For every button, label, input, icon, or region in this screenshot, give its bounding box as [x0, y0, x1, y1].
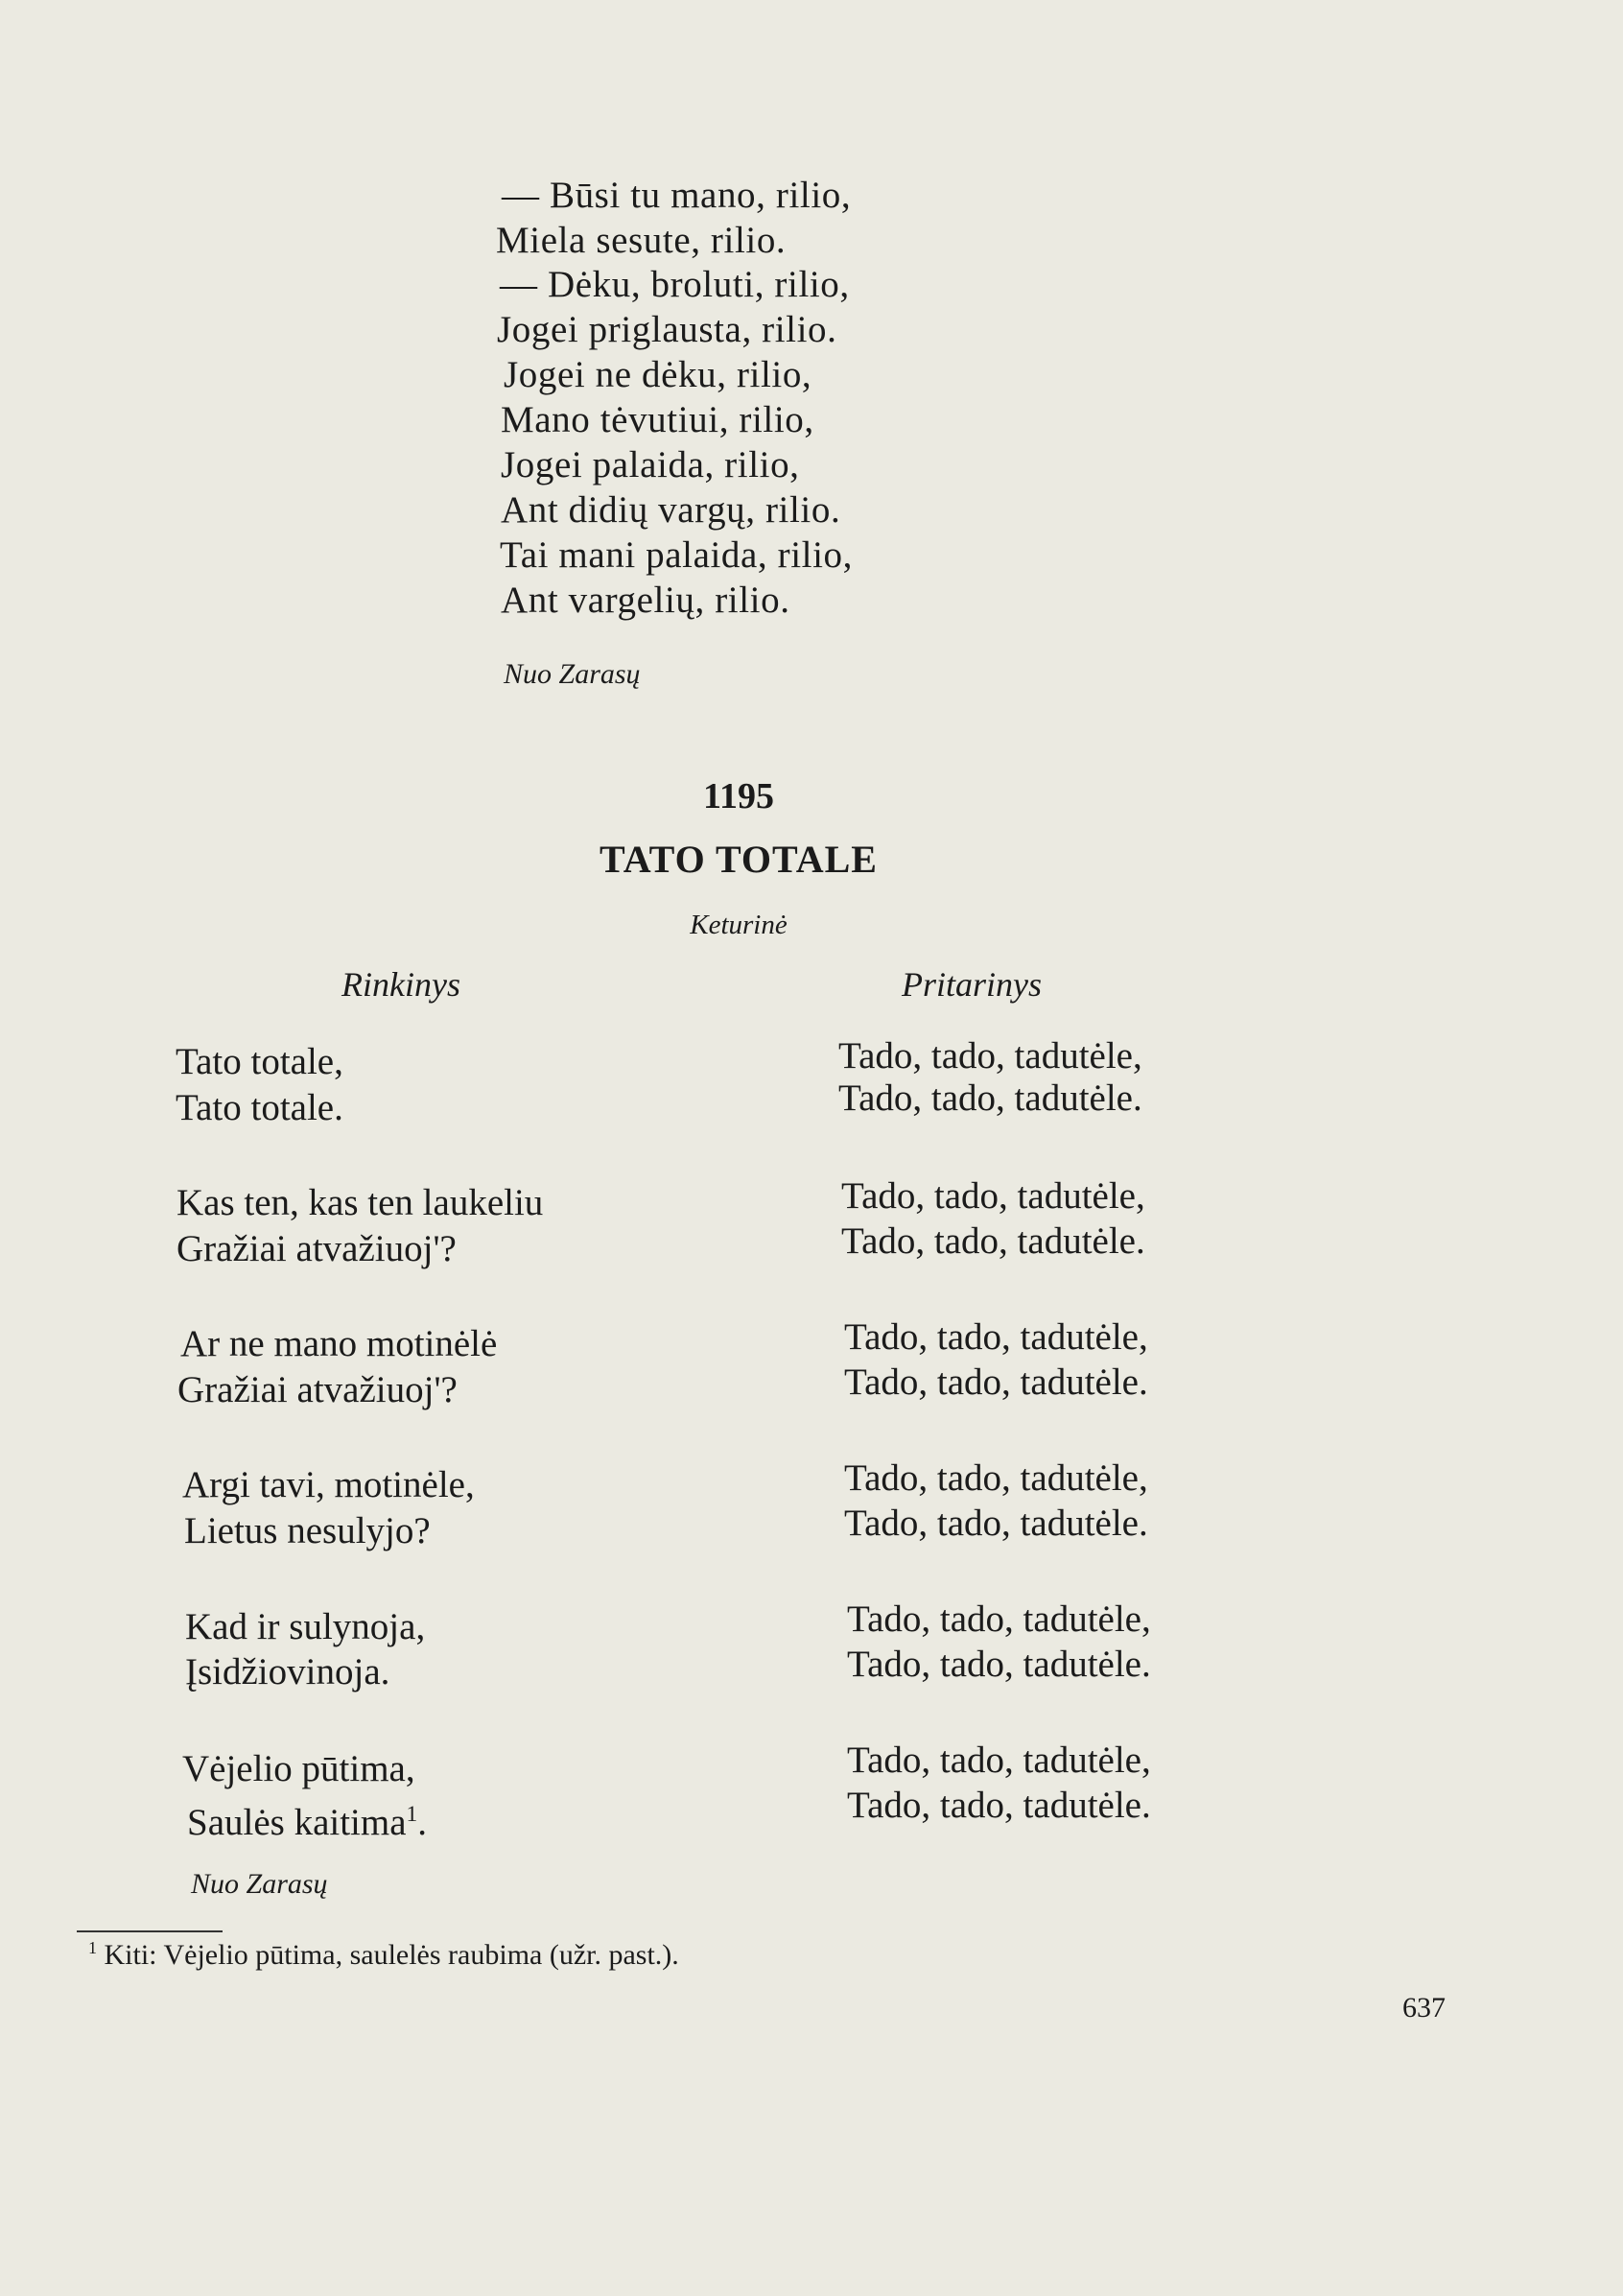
stanza-left-line: Tato totale,	[176, 1041, 343, 1082]
column-header-right: Pritarinys	[902, 965, 1043, 1004]
footnote-text: Kiti: Vėjelio pūtima, saulelės raubima (užr. past.).	[104, 1939, 679, 1971]
stanza-right-line: Tado, tado, tadutėle.	[844, 1361, 1148, 1403]
verse-line: — Būsi tu mano, rilio,	[502, 175, 852, 216]
stanza-right-line: Tado, tado, tadutėle.	[847, 1644, 1151, 1685]
stanza-left-line: Saulės kaitima$^1$.	[187, 1802, 427, 1843]
stanza-left-line: Lietus nesulyjo?	[184, 1510, 431, 1551]
page-number: 637	[1402, 1992, 1446, 2024]
song-title: TATO TOTALE	[599, 838, 878, 881]
column-header-left: Rinkinys	[341, 965, 460, 1004]
stanza-left-line: Gražiai atvažiuoj'?	[177, 1369, 458, 1410]
verse-line: Ant didių vargų, rilio.	[501, 489, 841, 531]
stanza-left-line: Kad ir sulynoja,	[185, 1606, 426, 1647]
stanza-right-line: Tado, tado, tadutėle.	[838, 1077, 1142, 1119]
stanza-right-line: Tado, tado, tadutėle,	[847, 1740, 1151, 1781]
song-subtitle: Keturinė	[690, 910, 788, 940]
verse-line: Tai mani palaida, rilio,	[500, 534, 853, 576]
verse-line: Jogei priglausta, rilio.	[497, 309, 837, 350]
verse-line: Miela sesute, rilio.	[496, 220, 787, 261]
footnote-rule	[77, 1930, 223, 1932]
stanza-left-line: Vėjelio pūtima,	[182, 1748, 415, 1789]
stanza-right-line: Tado, tado, tadutėle,	[838, 1035, 1142, 1077]
footnote	[88, 1938, 679, 1972]
stanza-right-line: Tado, tado, tadutėle.	[844, 1503, 1148, 1544]
stanza-right-line: Tado, tado, tadutėle,	[841, 1175, 1145, 1217]
footnote-number: 1	[88, 1938, 97, 1957]
stanza-left-line: Ar ne mano motinėlė	[180, 1323, 498, 1364]
stanza-left-line: Tato totale.	[176, 1087, 343, 1128]
song-source: Nuo Zarasų	[191, 1868, 328, 1900]
verse-line: Jogei palaida, rilio,	[501, 444, 800, 485]
verse-line: Ant vargelių, rilio.	[501, 580, 790, 621]
stanza-right-line: Tado, tado, tadutėle.	[847, 1785, 1151, 1826]
stanza-right-line: Tado, tado, tadutėle,	[844, 1457, 1148, 1499]
verse-line: Jogei ne dėku, rilio,	[504, 354, 812, 395]
stanza-left-line: Įsidžiovinoja.	[185, 1651, 390, 1692]
stanza-left-line: Kas ten, kas ten laukeliu	[176, 1182, 544, 1223]
stanza-left-text: Saulės kaitima	[187, 1802, 407, 1843]
song-number: 1195	[703, 776, 774, 817]
stanza-right-line: Tado, tado, tadutėle,	[844, 1316, 1148, 1358]
stanza-right-line: Tado, tado, tadutėle,	[847, 1598, 1151, 1640]
verse-line: Mano tėvutiui, rilio,	[501, 399, 814, 440]
verse-line: — Dėku, broluti, rilio,	[500, 264, 850, 305]
stanza-right-line: Tado, tado, tadutėle.	[841, 1220, 1145, 1262]
stanza-left-line: Gražiai atvažiuoj'?	[176, 1228, 457, 1269]
top-source: Nuo Zarasų	[504, 658, 641, 690]
footnote-mark: 1	[406, 1802, 418, 1827]
stanza-left-line: Argi tavi, motinėle,	[182, 1464, 475, 1505]
